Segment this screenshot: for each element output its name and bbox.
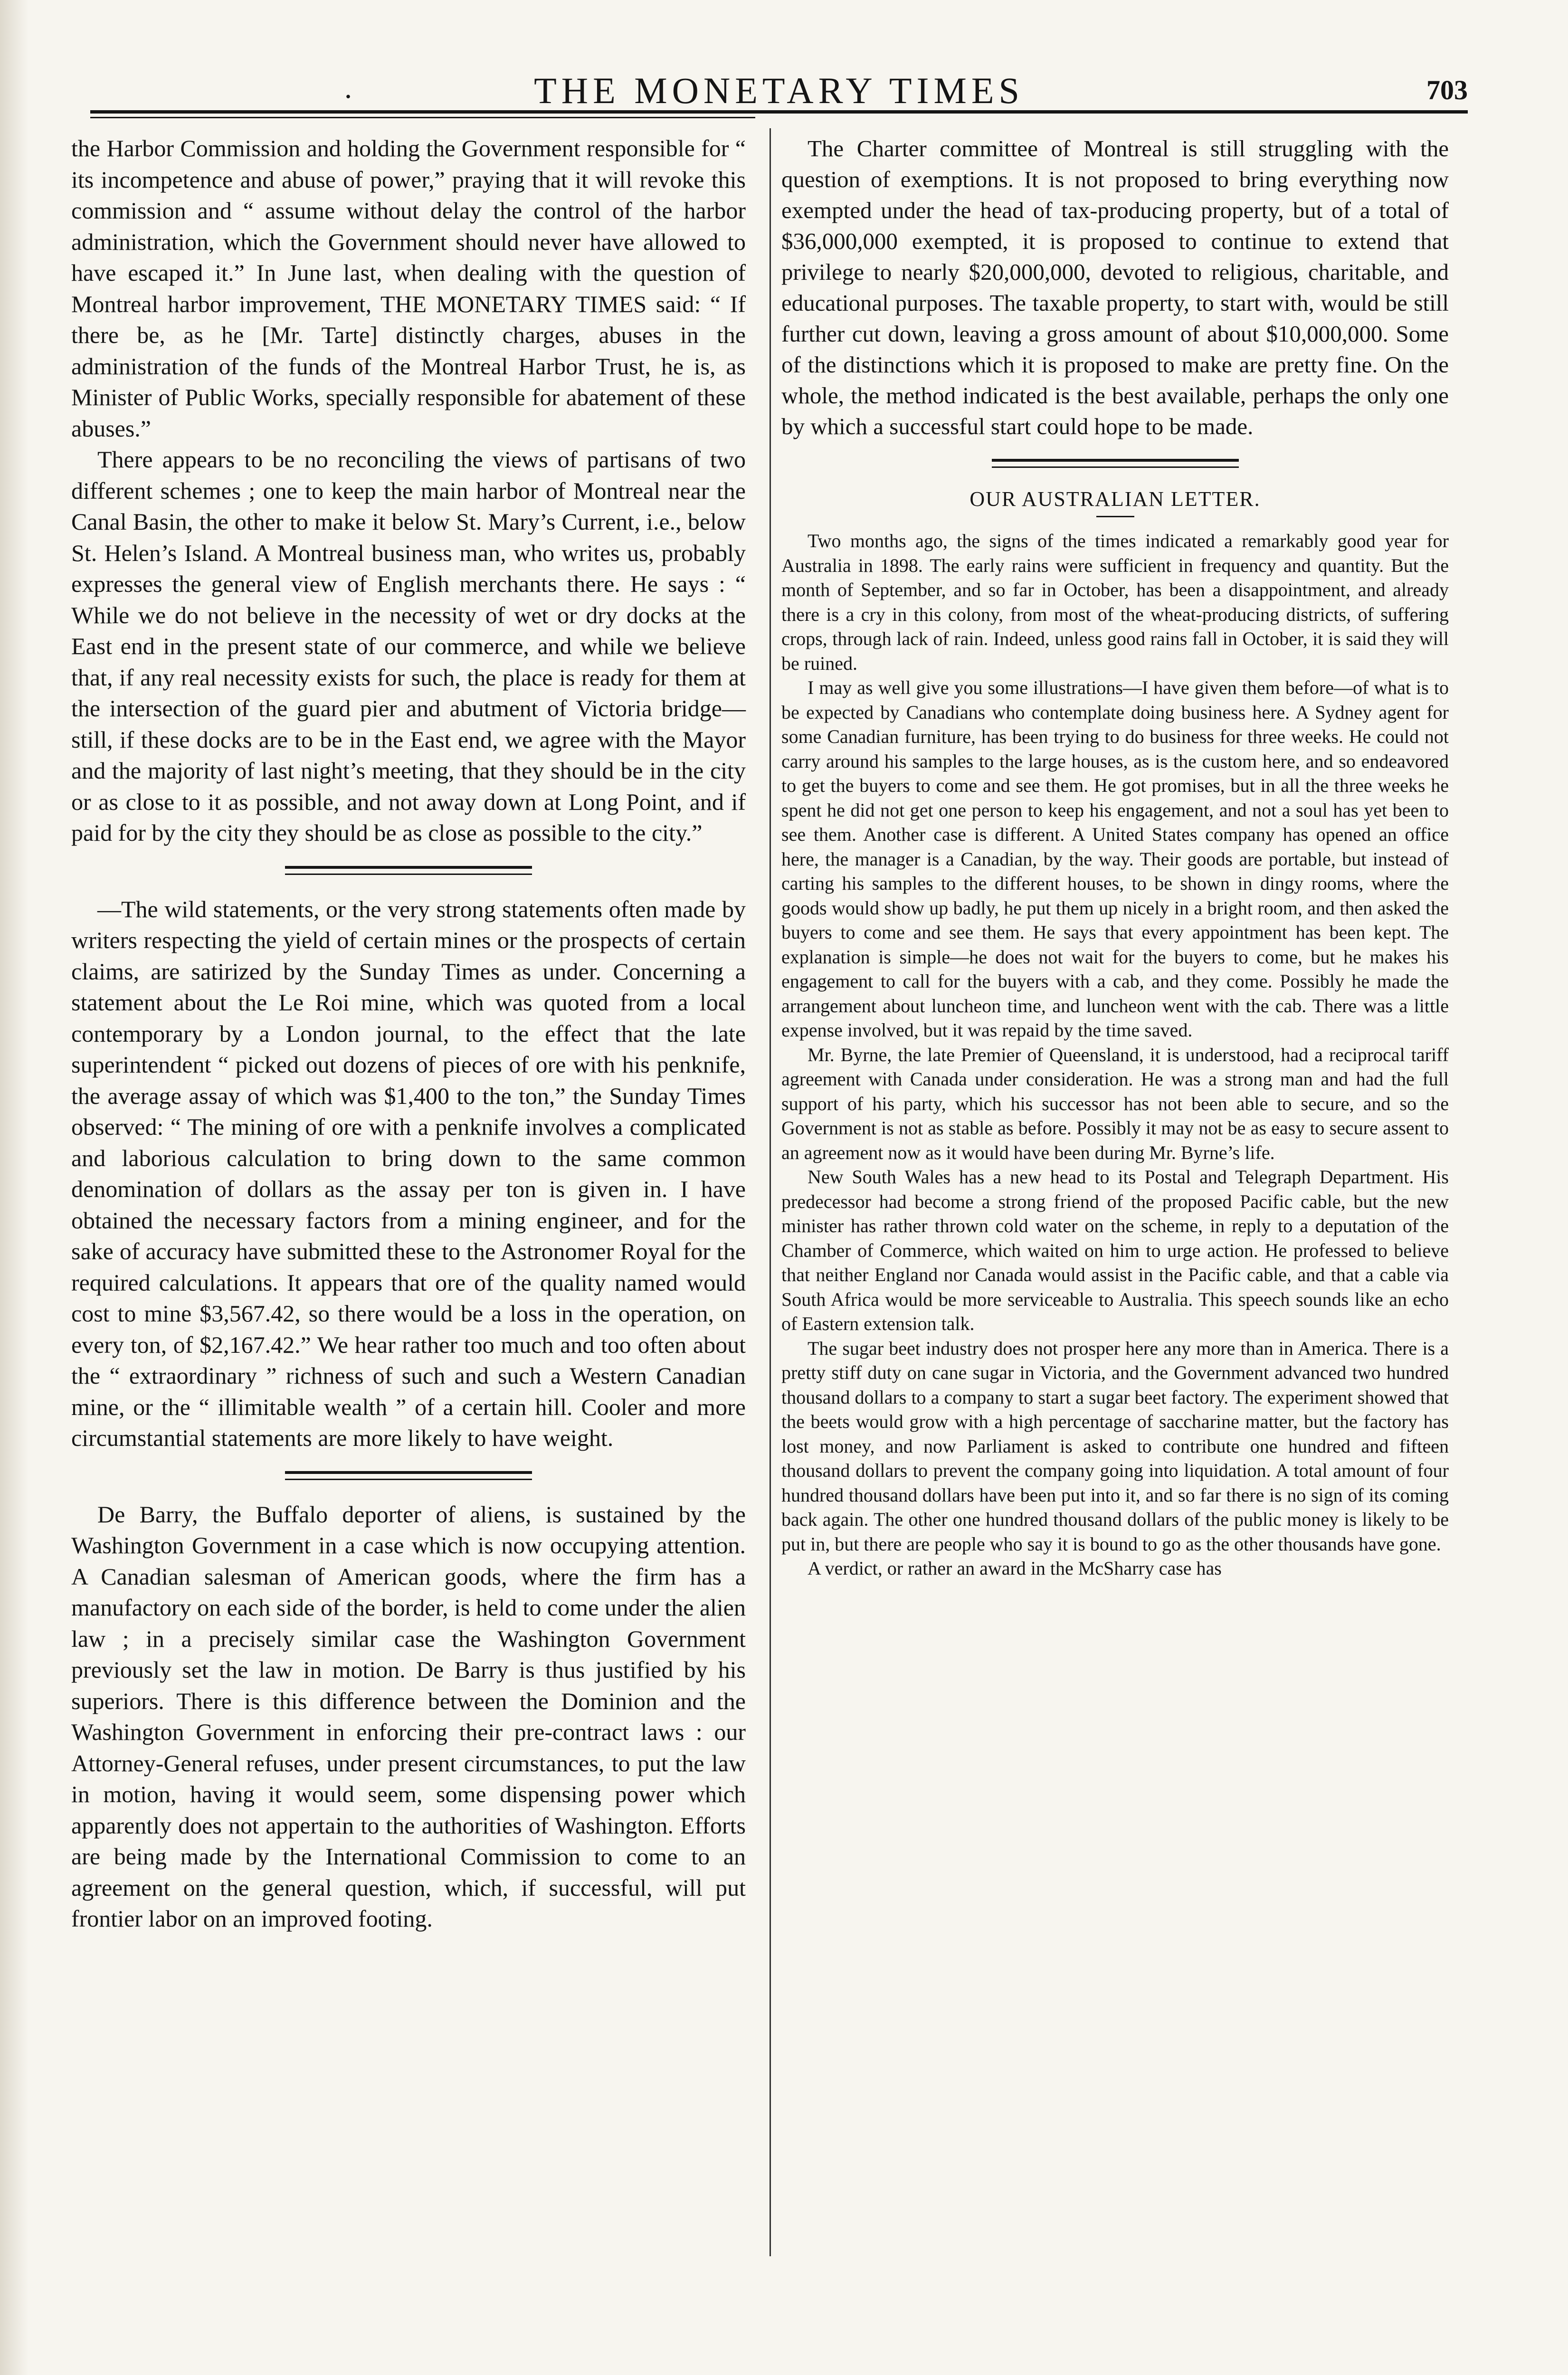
article-paragraph-4: New South Wales has a new head to its Postal and Telegraph Department. His predecessor had become a strong friend of the proposed Pacific cable, but the new minister has rather thrown cold water on the scheme, in reply to a deputation of the Chamber of Commerce, which waited on him to urge action. He professed to believe that neither England nor Canada would assist in the Pacific cable, and that a cable via South Africa would be more serviceable to Australia. This speech sounds like an echo of Eastern extension talk. — [781, 1166, 1449, 1334]
section-separator — [992, 459, 1239, 468]
section-separator — [285, 1471, 532, 1480]
article-paragraph-5: The sugar beet industry does not prosper here any more than in America. There is a pretty stiff duty on cane sugar in Victoria, and the Government advanced two hundred thousand dollars to a company to start a sugar beet factory. The experiment showed that the beets would grow with a high percentage of saccharine matter, but the factory has lost money, and now Parliament is asked to contribute one hundred and fifteen thousand dollars to prevent the company going into liquidation. A total amount of four hundred thousand dollars have been put into it, and so far there is no sign of its coming back again. The other one hundred thousand dollars of the public money is likely to be put in, but there are people who say it is bound to go as the other thousands have gone. — [781, 1337, 1449, 1555]
left-paragraph-3: —The wild statements, or the very strong statements often made by writers respecting the yield of certain mines or the prospects of certain claims, are satirized by the Sunday Times as under. Concerning a statement about the Le Roi mine, which was quoted from a local contemporary by a London journal, to the effect that the late superintendent “ picked out dozens of pieces of ore with his penknife, the average assay of which was $1,400 to the ton,” the Sunday Times observed: “ The mining of ore with a penknife involves a complicated and laborious calculation to bring down to the same common denomination of dollars as the assay per ton is given in. I have obtained the necessary factors from a mining engineer, and for the sake of accuracy have submitted these to the Astronomer Royal for the required calculations. It appears that ore of the quality named would cost to mine $3,567.42, so there would be a loss in the operation, on every ton, of $2,167.42.” We hear rather too much and too often about the “ extraordinary ” richness of such and such a Western Canadian mine, or the “ illimitable wealth ” of a certain hill. Cooler and more circumstantial statements are more likely to have weight. — [71, 895, 746, 1451]
right-column — [781, 133, 1449, 1581]
article-paragraph-6: A verdict, or rather an award in the McSharry case has — [808, 1558, 1222, 1579]
column-divider — [770, 128, 771, 2256]
heading-rule — [1096, 516, 1134, 517]
article-body — [781, 529, 1449, 1581]
page-number: 703 — [1426, 75, 1468, 105]
masthead-rule-thin — [90, 117, 755, 118]
article-paragraph-1: Two months ago, the signs of the times indicated a remarkably good year for Australia in 1898. The early rains were sufficient in frequency and quantity. But the month of September, and so far in October, has been a disappointment, and already there is a cry in this colony, from most of the wheat-producing districts, of suffering crops, through lack of rain. Indeed, unless good rains fall in October, it is said they will be ruined. — [781, 530, 1449, 674]
masthead — [90, 61, 1468, 113]
masthead-dot: . — [344, 71, 352, 104]
right-lead-paragraph: The Charter committee of Montreal is still struggling with the question of exemptions. It is not proposed to bring everything now exempted under the head of tax-producing property, but of a total of $36,000,000 exempted, it is proposed to continue to extend that privilege to nearly $20,000,000, devoted to religious, charitable, and educational purposes. The taxable property, to start with, would be still further cut down, leaving a gross amount of about $10,000,000. Some of the distinctions which it is proposed to make are pretty fine. On the whole, the method indicated is the best available, perhaps the only one by which a successful start could hope to be made. — [781, 135, 1449, 439]
page-edge-shadow — [0, 0, 29, 2375]
article-paragraph-2: I may as well give you some illustrations—I have given them before—of what is to be expected by Canadians who contemplate doing business here. A Sydney agent for some Canadian furniture, has been trying to do business for three weeks. He could not carry around his samples to the large houses, as is the custom here, and so endeavored to get the buyers to come and see them. He got promises, but in all the three weeks he spent he did not get one person to keep his engagement, and not a soul has yet been to see them. Another case is different. A United States company has opened an office here, the manager is a Canadian, by the way. Their goods are portable, but instead of carting his samples to the different houses, to be shown in dingy rooms, where the goods would show up badly, he put them up nicely in a bright room, and then asked the buyers to come and see them. He says that every appointment has been kept. The explanation is simple—he does not wait for the buyers to come, but he makes his engagement to call for the buyers with a cab, and they come. Possibly he made the arrangement about luncheon time, and luncheon went with the cab. There was a little expense involved, but it was repaid by the time saved. — [781, 677, 1449, 1041]
left-paragraph-1: the Harbor Commission and holding the Government responsible for “ its incompetence and abuse of power,” praying that it will revoke this commission and “ assume without delay the control of the harbor administration, which the Government should never have allowed to have escaped it.” In June last, when dealing with the question of Montreal harbor improvement, THE MONETARY TIMES said: “ If there be, as he [Mr. Tarte] distinctly charges, abuses in the administration of the funds of the Montreal Harbor Trust, he is, as Minister of Public Works, specially responsible for abatement of these abuses.” — [71, 135, 746, 442]
left-paragraph-2: There appears to be no reconciling the views of partisans of two different schemes ; one to keep the main harbor of Montreal near the Canal Basin, the other to make it below St. Mary’s Current, i.e., below St. Helen’s Island. A Montreal business man, who writes us, probably expresses the general view of English merchants there. He says : “ While we do not believe in the necessity of wet or dry docks at the East end in the present state of our commerce, and while we believe that, if any real necessity exists for such, the place is ready for them at the intersection of the guard pier and abutment of Victoria bridge—still, if these docks are to be in the East end, we agree with the Mayor and the majority of last night’s meeting, that they should be in the city or as close to it as possible, and not away down at Long Point, and if paid for by the city they should be as close as possible to the city.” — [71, 446, 746, 846]
left-column — [71, 133, 746, 1935]
publication-title: THE MONETARY TIMES — [534, 70, 1024, 111]
article-paragraph-3: Mr. Byrne, the late Premier of Queensland, it is understood, had a reciprocal tariff agreement with Canada under consideration. He was a strong man and had the full support of his party, which his successor has not been able to secure, and so the Government is not as stable as before. Possibly it may not be as easy to secure assent to an agreement now as it would have been during Mr. Byrne’s life. — [781, 1044, 1449, 1163]
masthead-rule — [90, 110, 1468, 114]
section-separator — [285, 866, 532, 875]
article-heading: OUR AUSTRALIAN LETTER. — [969, 487, 1261, 511]
left-paragraph-4: De Barry, the Buffalo deporter of aliens, is sustained by the Washington Government in a case which is now occupying attention. A Canadian salesman of American goods, where the firm has a manufactory on each side of the border, is held to come under the alien law ; in a precisely similar case the Washington Government previously set the law in motion. De Barry is thus justified by his superiors. There is this difference between the Dominion and the Washington Government in enforcing their pre-contract laws : our Attorney-General refuses, under present circumstances, to put the law in motion, having it would seem, some dispensing power which apparently does not appertain to the authorities of Washington. Efforts are being made by the International Commission to come to an agreement on the general question, which, if successful, will put frontier labor on an improved footing. — [71, 1501, 746, 1932]
